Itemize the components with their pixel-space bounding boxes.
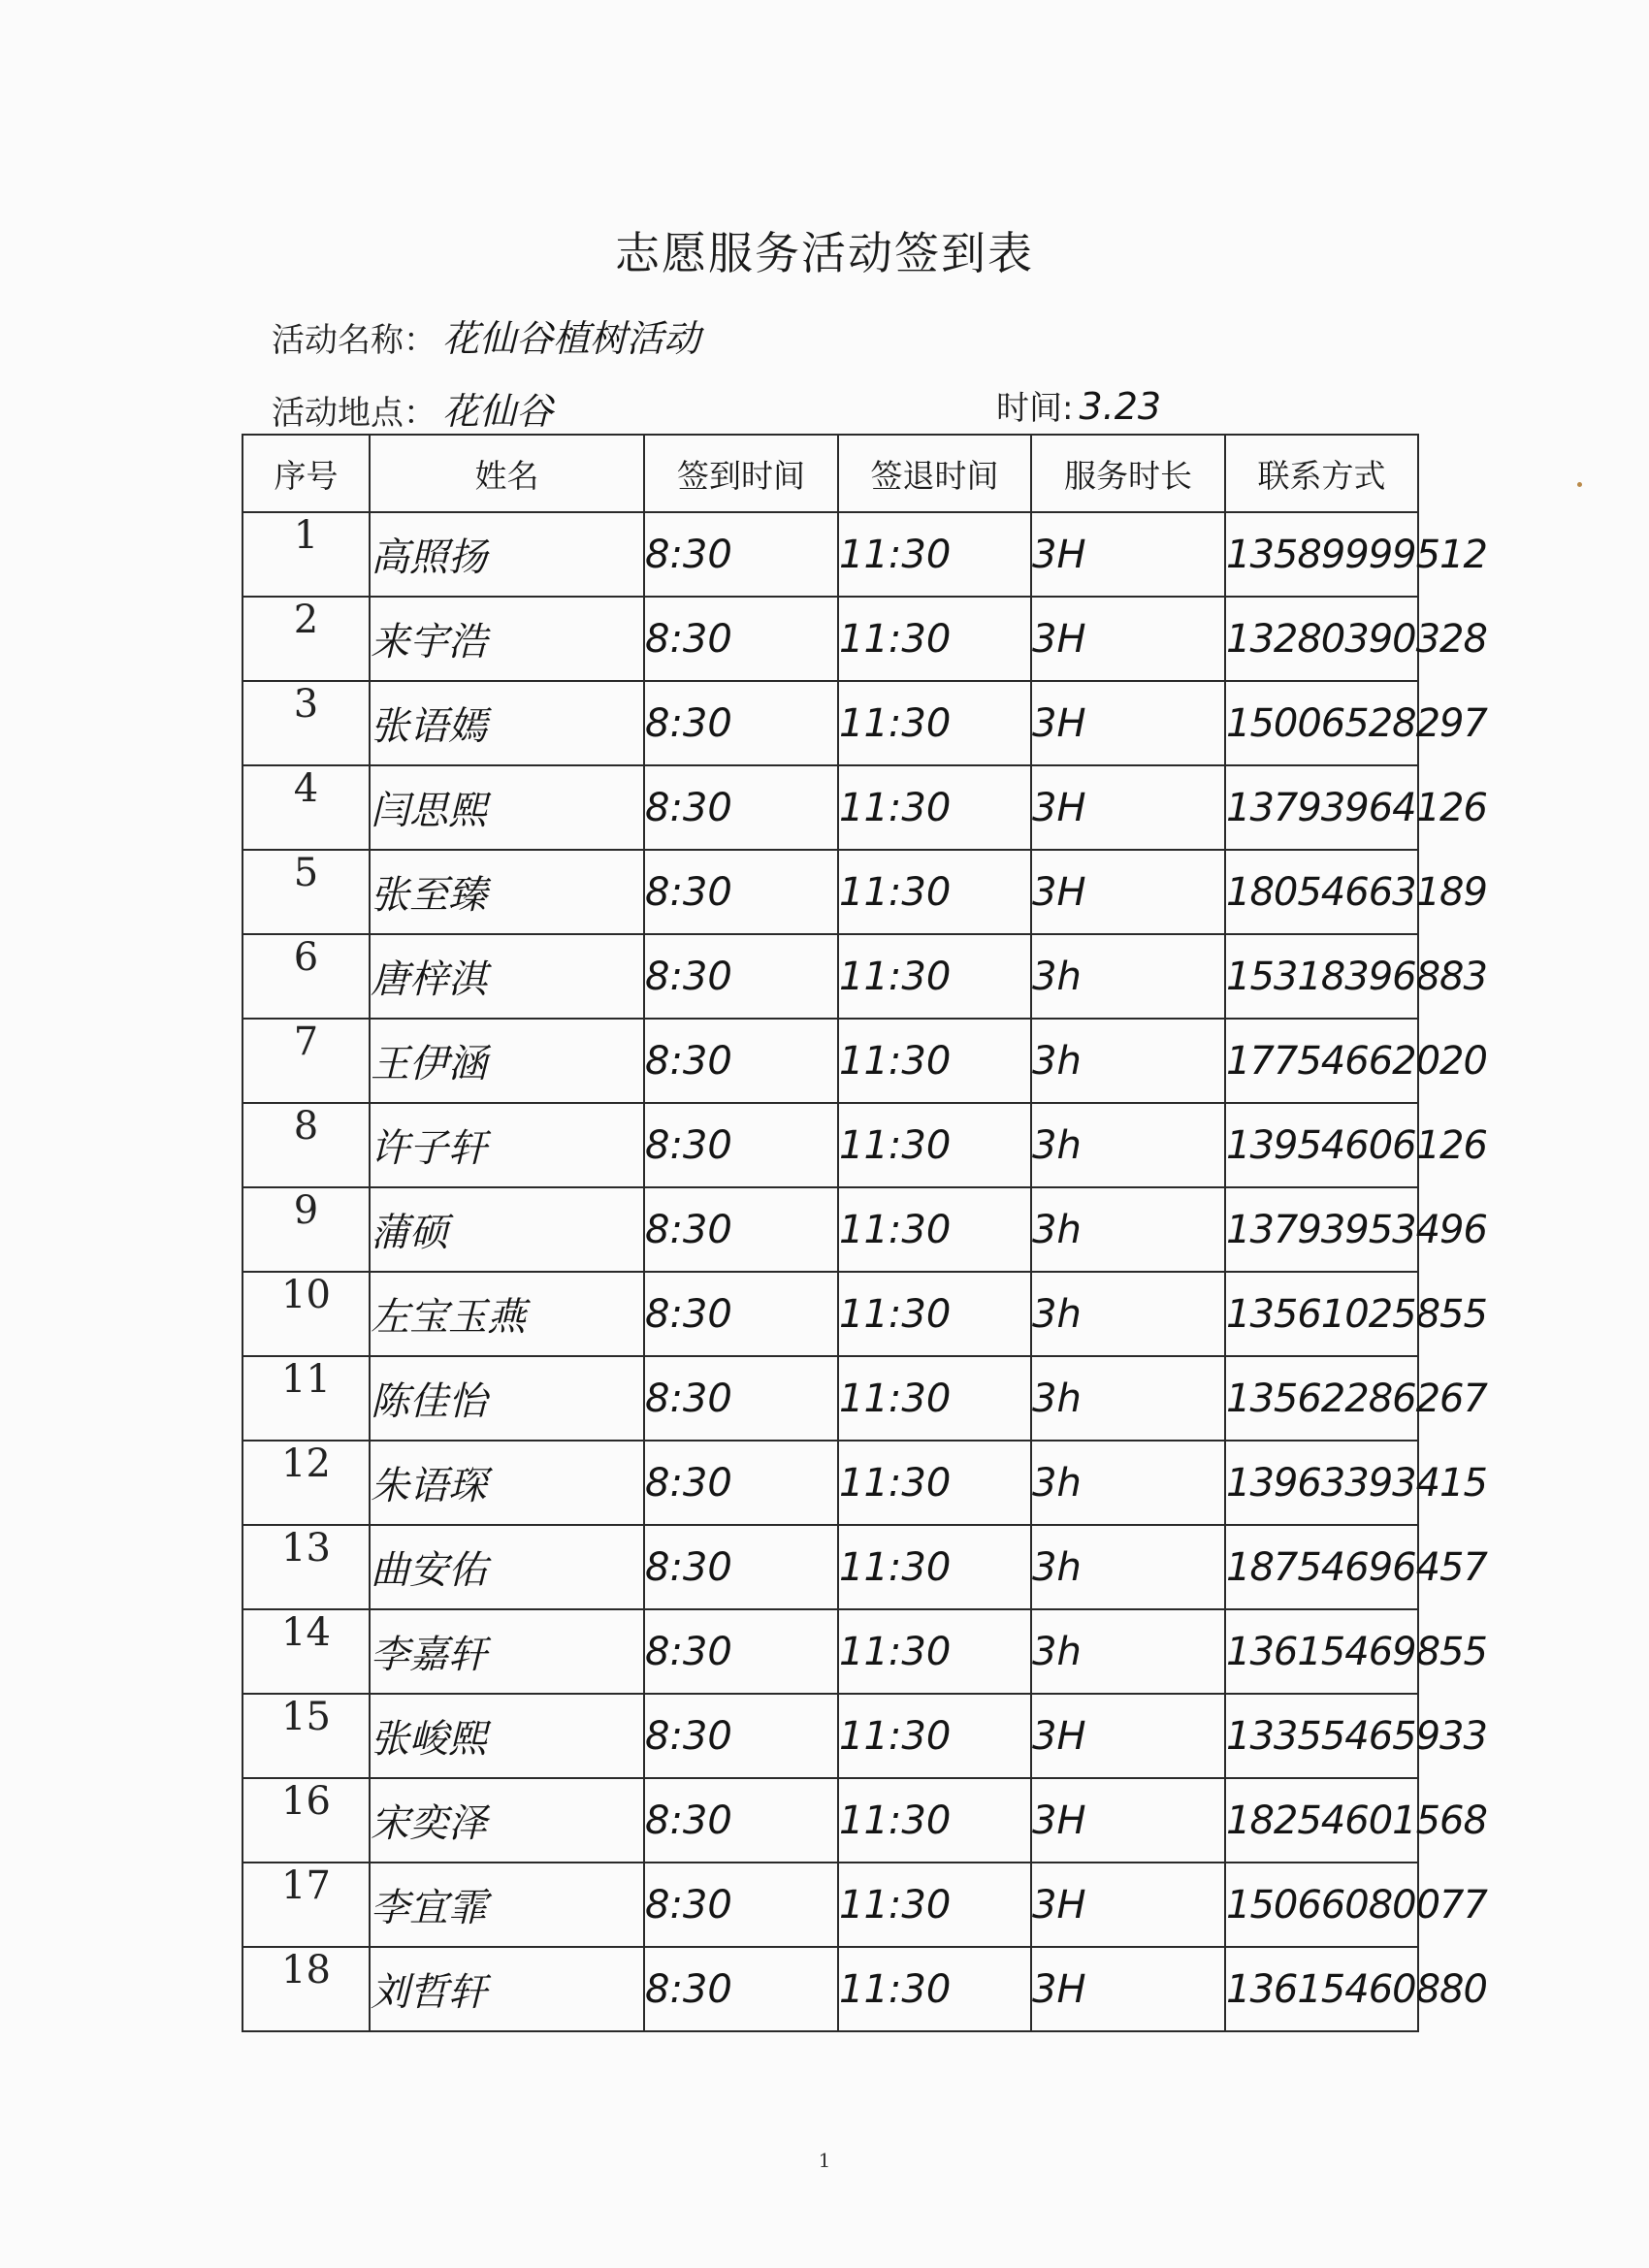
service-duration: 3H xyxy=(1031,765,1225,850)
activity-name-value: 花仙谷植树活动 xyxy=(442,317,701,360)
row-number: 14 xyxy=(242,1609,370,1694)
volunteer-name: 曲安佑 xyxy=(370,1525,644,1609)
service-duration: 3H xyxy=(1031,1694,1225,1778)
row-number: 12 xyxy=(242,1441,370,1525)
table-row xyxy=(242,1187,1418,1272)
contact-number: 15066080077 xyxy=(1225,1863,1418,1947)
sign-out-time: 11:30 xyxy=(838,1778,1031,1863)
service-duration: 3H xyxy=(1031,850,1225,934)
row-number: 10 xyxy=(242,1272,370,1356)
sign-out-time: 11:30 xyxy=(838,765,1031,850)
row-number: 5 xyxy=(242,850,370,934)
sign-in-time: 8:30 xyxy=(644,1019,838,1103)
table-row xyxy=(242,1778,1418,1863)
table-row xyxy=(242,1356,1418,1441)
table-row xyxy=(242,1863,1418,1947)
volunteer-name: 张峻熙 xyxy=(370,1694,644,1778)
sign-in-time: 8:30 xyxy=(644,765,838,850)
row-number: 17 xyxy=(242,1863,370,1947)
table-row xyxy=(242,1272,1418,1356)
service-duration: 3h xyxy=(1031,934,1225,1019)
service-duration: 3h xyxy=(1031,1187,1225,1272)
sign-out-time: 11:30 xyxy=(838,597,1031,681)
sign-in-table xyxy=(242,434,1487,2032)
header-sign-out-time: 签退时间 xyxy=(838,435,1031,512)
row-number: 2 xyxy=(242,597,370,681)
activity-name-label: 活动名称： xyxy=(272,321,436,360)
volunteer-name: 王伊涵 xyxy=(370,1019,644,1103)
sign-out-time: 11:30 xyxy=(838,1609,1031,1694)
sign-out-time: 11:30 xyxy=(838,1694,1031,1778)
volunteer-name: 左宝玉燕 xyxy=(370,1272,644,1356)
volunteer-name: 张至臻 xyxy=(370,850,644,934)
sign-out-time: 11:30 xyxy=(838,1947,1031,2031)
row-number: 18 xyxy=(242,1947,370,2031)
table-row xyxy=(242,934,1418,1019)
contact-number: 18254601568 xyxy=(1225,1778,1418,1863)
table-row xyxy=(242,1609,1418,1694)
volunteer-name: 李嘉轩 xyxy=(370,1609,644,1694)
volunteer-name: 高照扬 xyxy=(370,512,644,597)
contact-number: 13615469855 xyxy=(1225,1609,1418,1694)
contact-number: 18754696457 xyxy=(1225,1525,1418,1609)
sign-out-time: 11:30 xyxy=(838,512,1031,597)
sign-in-time: 8:30 xyxy=(644,1272,838,1356)
table-row xyxy=(242,1694,1418,1778)
row-number: 6 xyxy=(242,934,370,1019)
row-number: 1 xyxy=(242,512,370,597)
table-row xyxy=(242,1441,1418,1525)
volunteer-name: 宋奕泽 xyxy=(370,1778,644,1863)
sign-out-time: 11:30 xyxy=(838,1356,1031,1441)
contact-number: 13963393415 xyxy=(1225,1441,1418,1525)
header-service-duration: 服务时长 xyxy=(1031,435,1225,512)
row-number: 16 xyxy=(242,1778,370,1863)
activity-name-line xyxy=(272,308,700,362)
sign-in-time: 8:30 xyxy=(644,1441,838,1525)
sign-in-time: 8:30 xyxy=(644,934,838,1019)
sign-in-time: 8:30 xyxy=(644,1947,838,2031)
volunteer-name: 张语嫣 xyxy=(370,681,644,765)
service-duration: 3h xyxy=(1031,1525,1225,1609)
sign-in-time: 8:30 xyxy=(644,1525,838,1609)
document-title: 志愿服务活动签到表 xyxy=(615,227,1034,279)
sign-out-time: 11:30 xyxy=(838,1103,1031,1187)
row-number: 9 xyxy=(242,1187,370,1272)
sign-out-time: 11:30 xyxy=(838,934,1031,1019)
sign-in-time: 8:30 xyxy=(644,850,838,934)
row-number: 7 xyxy=(242,1019,370,1103)
table-header-row xyxy=(242,435,1418,512)
activity-time-label: 时间: xyxy=(996,389,1074,428)
header-contact: 联系方式 xyxy=(1225,435,1418,512)
contact-number: 13954606126 xyxy=(1225,1103,1418,1187)
contact-number: 13280390328 xyxy=(1225,597,1418,681)
service-duration: 3h xyxy=(1031,1356,1225,1441)
sign-out-time: 11:30 xyxy=(838,850,1031,934)
contact-number: 13793964126 xyxy=(1225,765,1418,850)
service-duration: 3h xyxy=(1031,1441,1225,1525)
sign-in-time: 8:30 xyxy=(644,512,838,597)
service-duration: 3H xyxy=(1031,1778,1225,1863)
table-row xyxy=(242,512,1418,597)
sign-in-time: 8:30 xyxy=(644,1863,838,1947)
service-duration: 3H xyxy=(1031,1863,1225,1947)
volunteer-name: 朱语琛 xyxy=(370,1441,644,1525)
header-sign-in-time: 签到时间 xyxy=(644,435,838,512)
sign-in-time: 8:30 xyxy=(644,1103,838,1187)
paper-speck xyxy=(1577,482,1582,487)
volunteer-name: 刘哲轩 xyxy=(370,1947,644,2031)
header-name: 姓名 xyxy=(370,435,644,512)
sign-in-time: 8:30 xyxy=(644,681,838,765)
service-duration: 3h xyxy=(1031,1019,1225,1103)
table-body xyxy=(242,512,1487,2031)
activity-location-value: 花仙谷 xyxy=(442,390,554,433)
sign-in-time: 8:30 xyxy=(644,1609,838,1694)
contact-number: 13561025855 xyxy=(1225,1272,1418,1356)
volunteer-name: 许子轩 xyxy=(370,1103,644,1187)
volunteer-name: 闫思熙 xyxy=(370,765,644,850)
sign-out-time: 11:30 xyxy=(838,1441,1031,1525)
header-serial-number: 序号 xyxy=(242,435,370,512)
service-duration: 3H xyxy=(1031,512,1225,597)
row-number: 8 xyxy=(242,1103,370,1187)
sign-in-time: 8:30 xyxy=(644,597,838,681)
service-duration: 3h xyxy=(1031,1103,1225,1187)
row-number: 4 xyxy=(242,765,370,850)
contact-number: 13562286267 xyxy=(1225,1356,1418,1441)
service-duration: 3h xyxy=(1031,1272,1225,1356)
table-row xyxy=(242,1019,1418,1103)
sign-in-time: 8:30 xyxy=(644,1187,838,1272)
row-number: 11 xyxy=(242,1356,370,1441)
service-duration: 3H xyxy=(1031,1947,1225,2031)
contact-number: 13355465933 xyxy=(1225,1694,1418,1778)
sign-out-time: 11:30 xyxy=(838,1272,1031,1356)
contact-number: 15318396883 xyxy=(1225,934,1418,1019)
table-row xyxy=(242,681,1418,765)
table-row xyxy=(242,1103,1418,1187)
sign-in-time: 8:30 xyxy=(644,1356,838,1441)
sign-out-time: 11:30 xyxy=(838,1019,1031,1103)
volunteer-name: 李宜霏 xyxy=(370,1863,644,1947)
contact-number: 13589999512 xyxy=(1225,512,1418,597)
sign-in-time: 8:30 xyxy=(644,1694,838,1778)
table-row xyxy=(242,1947,1418,2031)
contact-number: 15006528297 xyxy=(1225,681,1418,765)
table-row xyxy=(242,850,1418,934)
volunteer-name: 来宇浩 xyxy=(370,597,644,681)
service-duration: 3H xyxy=(1031,681,1225,765)
contact-number: 13615460880 xyxy=(1225,1947,1418,2031)
volunteer-name: 陈佳怡 xyxy=(370,1356,644,1441)
volunteer-name: 唐梓淇 xyxy=(370,934,644,1019)
row-number: 3 xyxy=(242,681,370,765)
row-number: 15 xyxy=(242,1694,370,1778)
sign-out-time: 11:30 xyxy=(838,1863,1031,1947)
volunteer-name: 蒲硕 xyxy=(370,1187,644,1272)
service-duration: 3h xyxy=(1031,1609,1225,1694)
contact-number: 13793953496 xyxy=(1225,1187,1418,1272)
contact-number: 18054663189 xyxy=(1225,850,1418,934)
table-row xyxy=(242,765,1418,850)
sign-out-time: 11:30 xyxy=(838,1187,1031,1272)
sign-out-time: 11:30 xyxy=(838,1525,1031,1609)
page-number: 1 xyxy=(818,2149,831,2172)
activity-time-value: 3.23 xyxy=(1079,385,1162,428)
sign-in-time: 8:30 xyxy=(644,1778,838,1863)
table-row xyxy=(242,1525,1418,1609)
activity-location-label: 活动地点： xyxy=(272,394,436,433)
table-row xyxy=(242,597,1418,681)
activity-time-line xyxy=(996,381,1161,429)
contact-number: 17754662020 xyxy=(1225,1019,1418,1103)
service-duration: 3H xyxy=(1031,597,1225,681)
activity-location-line xyxy=(272,381,553,435)
sign-out-time: 11:30 xyxy=(838,681,1031,765)
row-number: 13 xyxy=(242,1525,370,1609)
